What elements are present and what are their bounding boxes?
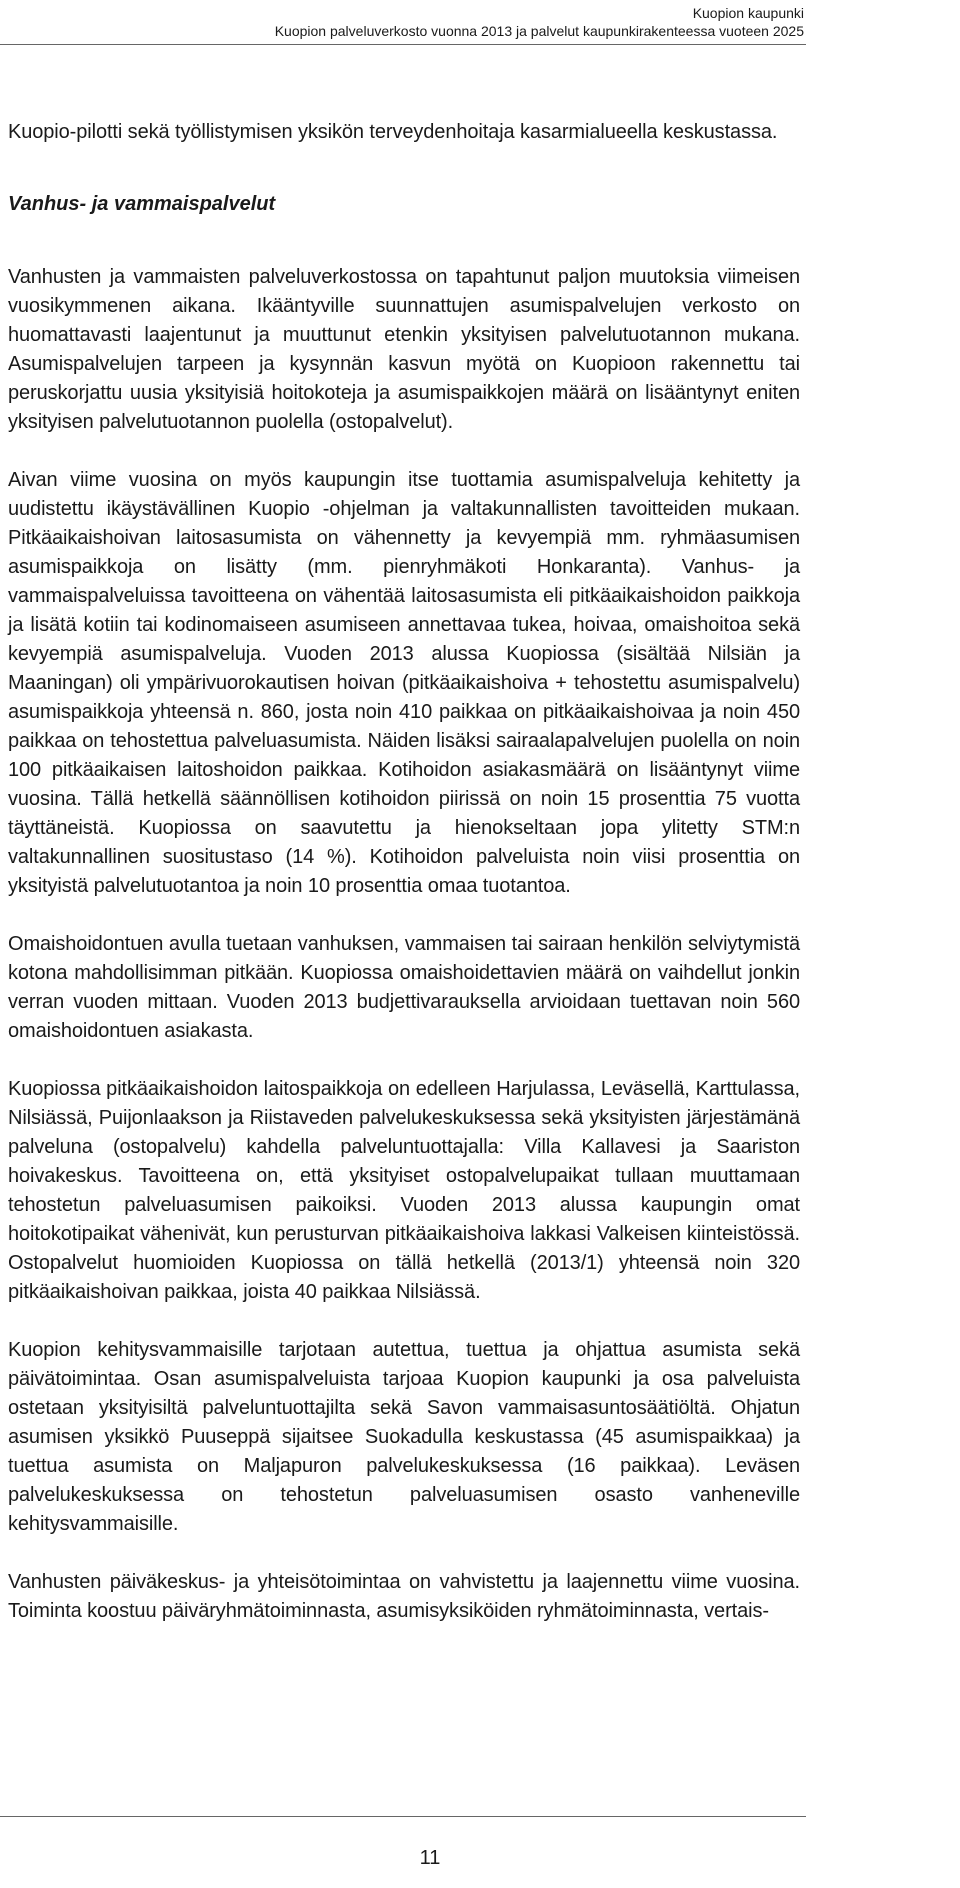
header-organization: Kuopion kaupunki: [692, 5, 804, 21]
page-number: 11: [419, 1847, 441, 1869]
page-content: [8, 118, 800, 1626]
header-document-title: Kuopion palveluverkosto vuonna 2013 ja palvelut kaupunkirakenteessa vuoteen 2025: [274, 23, 804, 39]
body-paragraph: Vanhusten ja vammaisten palveluverkostossa on tapahtunut paljon muutoksia viimeisen vuosikymmenen aikana. Ikääntyville suunnattujen asumispalvelujen verkosto on huomattavasti laajentunut ja muuttunut etenkin yksityisen palvelutuotannon mukana. Asumispalvelujen tarpeen ja kysynnän kasvun myötä on Kuopioon rakennettu tai peruskorjattu uusia yksityisiä hoitokoteja ja asumispaikkojen määrä on lisääntynyt eniten yksityisen palvelutuotannon puolella (ostopalvelut).: [8, 266, 800, 433]
body-paragraph: Kuopion kehitysvammaisille tarjotaan autettua, tuettua ja ohjattua asumista sekä päivätoimintaa. Osan asumispalveluista tarjoaa Kuopion kaupunki ja osa palveluista ostetaan yksityisiltä palveluntuottajilta sekä Savon vammaisasuntosäätiöltä. Ohjatun asumisen yksikkö Puuseppä sijaitsee Suokadulla keskustassa (45 asumispaikkaa) ja tuettua asumista on Maljapuron palvelukeskuksessa (16 paikkaa). Leväsen palvelukeskuksessa on tehostetun palveluasumisen osasto vanheneville kehitysvammaisille.: [8, 1339, 800, 1535]
header-divider: [0, 44, 806, 45]
page-header: [2, 0, 960, 40]
footer-divider: [0, 1816, 806, 1817]
body-paragraph: Kuopiossa pitkäaikaishoidon laitospaikkoja on edelleen Harjulassa, Leväsellä, Karttulassa, Nilsiässä, Puijonlaakson ja Riistaveden palvelukeskuksessa sekä yksityisten järjestämänä palveluna (ostopalvelu) kahdella palveluntuottajalla: Villa Kallavesi ja Saariston hoivakeskus. Tavoitteena on, että yksityiset ostopalvelupaikat tullaan muuttamaan tehostetun palveluasumisen paikoiksi. Vuoden 2013 alussa kaupungin omat hoitokotipaikat vähenivät, kun perusturvan pitkäaikaishoiva lakkasi Valkeisen kiinteistössä. Ostopalvelut huomioiden Kuopiossa on tällä hetkellä (2013/1) yhteensä noin 320 pitkäaikaishoivan paikkaa, joista 40 paikkaa Nilsiässä.: [8, 1078, 800, 1303]
section-heading: Vanhus- ja vammaispalvelut: [8, 193, 276, 215]
intro-paragraph: Kuopio-pilotti sekä työllistymisen yksikön terveydenhoitaja kasarmialueella keskustassa.: [8, 121, 778, 143]
body-paragraph: Omaishoidontuen avulla tuetaan vanhuksen, vammaisen tai sairaan henkilön selviytymistä kotona mahdollisimman pitkään. Kuopiossa omaishoidettavien määrä on vaihdellut jonkin verran vuoden mittaan. Vuoden 2013 budjettivarauksella arvioidaan tuettavan noin 560 omaishoidontuen asiakasta.: [8, 933, 800, 1042]
body-paragraph: Aivan viime vuosina on myös kaupungin itse tuottamia asumispalveluja kehitetty ja uudistettu ikäystävällinen Kuopio -ohjelman ja valtakunnallisten tavoitteiden mukaan. Pitkäaikaishoivan laitosasumista on vähennetty ja kevyempiä mm. ryhmäasumisen asumispaikkoja on lisätty (mm. pienryhmäkoti Honkaranta). Vanhus- ja vammaispalveluissa tavoitteena on vähentää laitosasumista eli pitkäaikaishoidon paikkoja ja lisätä kotiin tai kodinomaiseen asumiseen annettavaa tukea, hoivaa, omaishoitoa sekä kevyempiä asumispalveluja. Vuoden 2013 alussa Kuopiossa (sisältää Nilsiän ja Maaningan) oli ympärivuorokautisen hoivan (pitkäaikaishoiva + tehostettu asumispalvelu) asumispaikkoja yhteensä n. 860, josta noin 410 paikkaa on pitkäaikaishoivaa ja noin 450 paikkaa on tehostettua palveluasumista. Näiden lisäksi sairaalapalvelujen puolella on noin 100 pitkäaikaisen laitoshoidon paikkaa. Kotihoidon asiakasmäärä on lisääntynyt viime vuosina. Tällä hetkellä säännöllisen kotihoidon piirissä on noin 15 prosenttia 75 vuotta täyttäneistä. Kuopiossa on saavutettu ja hienokseltaan jopa ylitetty STM:n valtakunnallinen suositustaso (14 %). Kotihoidon palveluista noin viisi prosenttia on yksityistä palvelutuotantoa ja noin 10 prosenttia omaa tuotantoa.: [8, 469, 800, 897]
body-paragraph: Vanhusten päiväkeskus- ja yhteisötoimintaa on vahvistettu ja laajennettu viime vuosina. Toiminta koostuu päiväryhmätoiminnasta, asumisyksiköiden ryhmätoiminnasta, vertais-: [8, 1571, 800, 1622]
